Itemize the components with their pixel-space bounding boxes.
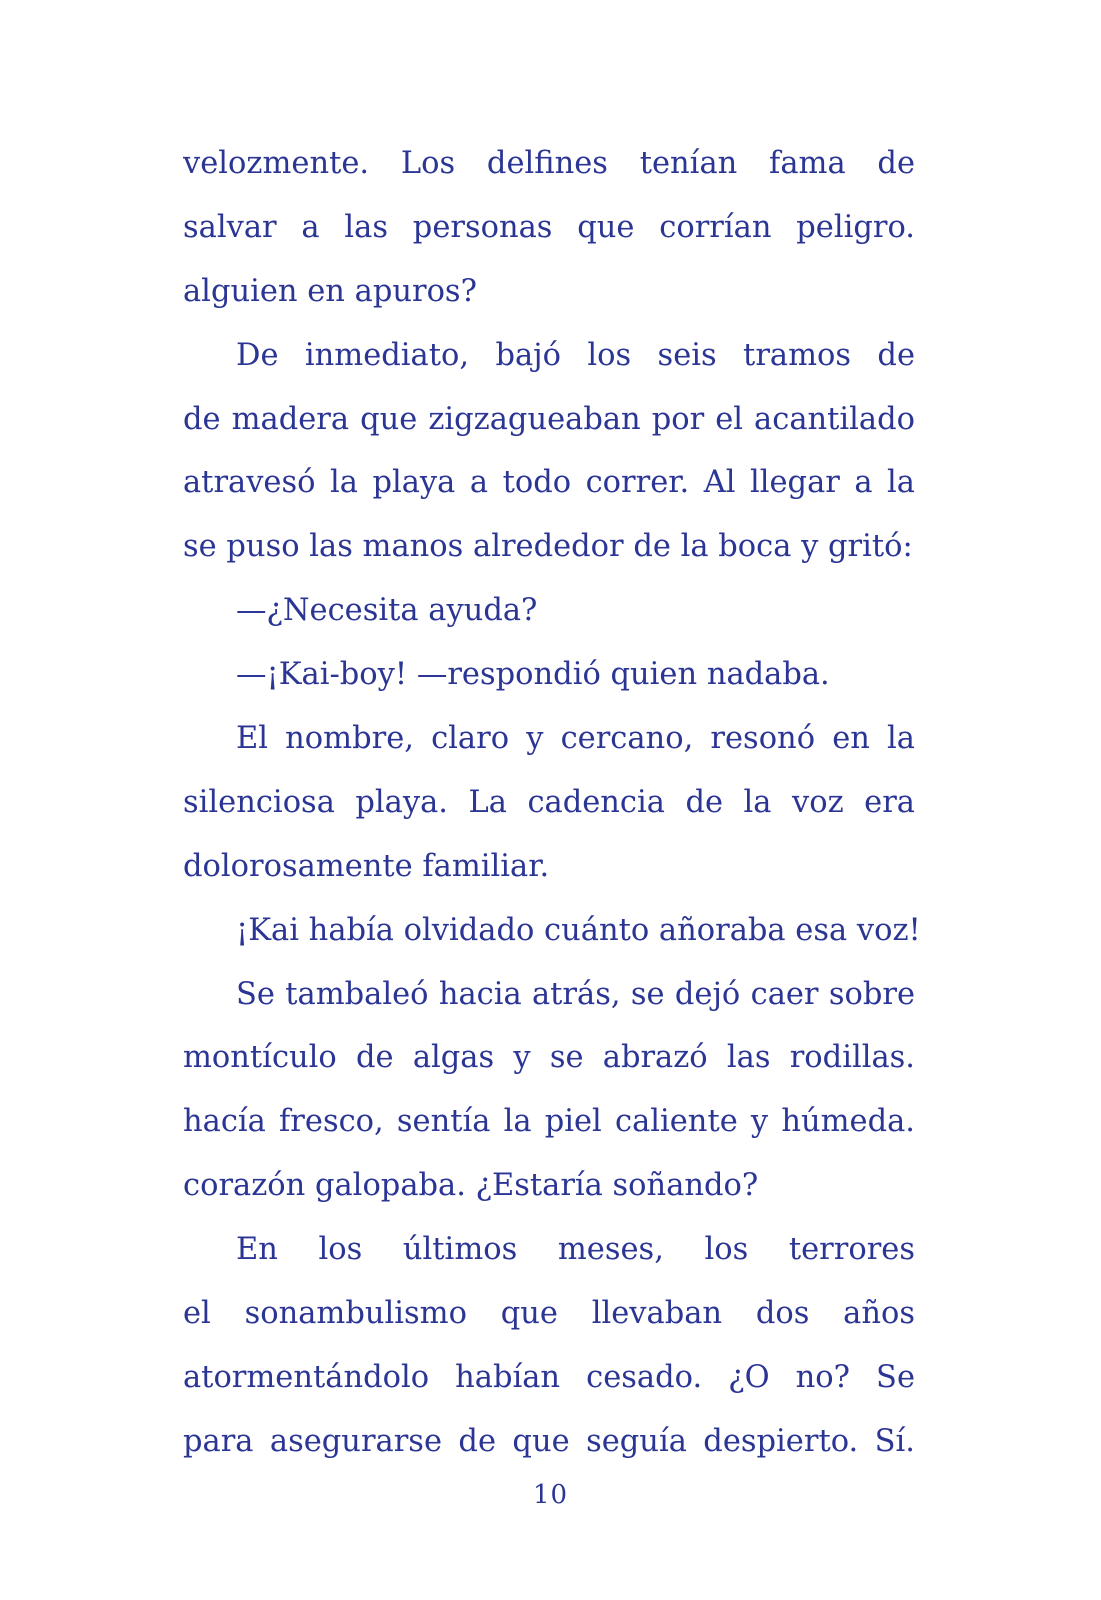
text-line: de madera que zigzagueaban por el acantilado — [183, 401, 915, 437]
text-line: —¿Necesita ayuda? — [236, 593, 538, 629]
page-number: 10 — [532, 1480, 569, 1510]
text-line: Se tambaleó hacia atrás, se dejó caer sobre — [236, 976, 915, 1012]
text-line: el sonambulismo que llevaban dos años — [183, 1296, 915, 1332]
text-line: silenciosa playa. La cadencia de la voz era — [183, 784, 915, 820]
text-line: velozmente. Los delfines tenían fama de — [183, 146, 915, 181]
text-line: —¡Kai-boy! —respondió quien nadaba. — [236, 657, 830, 693]
text-line: se puso las manos alrededor de la boca y gritó: — [183, 529, 913, 565]
text-line: para asegurarse de que seguía despierto. Sí. — [183, 1423, 915, 1459]
text-line: En los últimos meses, los terrores — [236, 1232, 915, 1268]
body-text — [183, 132, 921, 1474]
text-line: alguien en apuros? — [183, 273, 477, 309]
text-line: hacía fresco, sentía la piel caliente y húmeda. — [183, 1104, 915, 1140]
text-line: salvar a las personas que corrían peligro. — [183, 209, 915, 245]
text-line: El nombre, claro y cercano, resonó en la — [236, 721, 915, 757]
text-line: dolorosamente familiar. — [183, 848, 550, 884]
text-line: atravesó la playa a todo correr. Al llegar a la — [183, 465, 915, 501]
text-line: De inmediato, bajó los seis tramos de — [236, 337, 915, 373]
text-line: corazón galopaba. ¿Estaría soñando? — [183, 1168, 759, 1204]
text-line: montículo de algas y se abrazó las rodillas. — [183, 1040, 915, 1076]
text-line: ¡Kai había olvidado cuánto añoraba esa voz! — [236, 912, 921, 948]
text-line: atormentándolo habían cesado. ¿O no? Se — [183, 1359, 915, 1395]
